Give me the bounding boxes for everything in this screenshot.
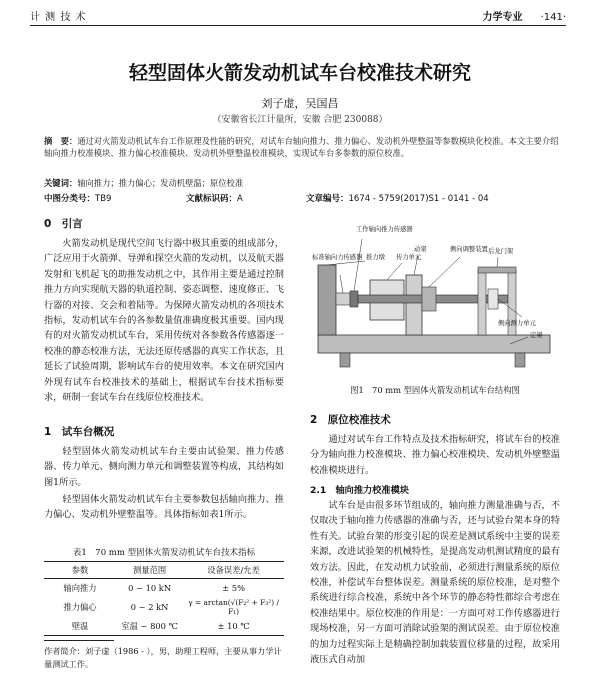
section-1-title: 1 试车台概况 [44,426,115,438]
label-std-sensor: 标准轴向力传感器 [312,254,363,261]
abstract [44,135,560,159]
foot [340,353,350,367]
footnote-rule [44,640,114,641]
lateral-force-unit [488,289,498,309]
label-thrust-block: 推力墩 [366,254,385,261]
affiliation: （安徽省长江计量所，安徽 合肥 230088） [212,115,388,125]
label-engine-frame: 动架 [414,246,427,253]
label-fixed-frame: 定架 [530,332,543,339]
clc-number: 中图分类号：TB9 [44,194,112,204]
table-header-cell: 参数 [44,562,116,579]
figure-caption: 图1 70 mm 型固体火箭发动机试车台结构图 [350,385,520,395]
label-rear-gate: 后龙门架 [488,248,514,255]
keywords-label: 关键词： [44,178,78,188]
label-lateral-unit: 侧向测力单元 [498,320,536,327]
table-row [44,579,284,598]
table-row [44,598,284,617]
keywords-text: 轴向推力；推力偏心；发动机壁温；原位校准 [77,178,244,188]
table-header-cell: 测量范围 [116,562,183,579]
test-stand-diagram [310,225,560,375]
thrust-block [318,265,336,335]
moving-frame-post [406,275,422,335]
section-2-title: 2 原位校准技术 [310,414,391,426]
table-cell: 0 ~ 2 kN [130,602,169,612]
table-cell: 推力偏心 [63,602,97,612]
table-row [44,617,284,636]
paper-title: 轻型固体火箭发动机试车台校准技术研究 [128,62,471,84]
journal-name: 计 测 技 术 [30,12,87,23]
section-2-1-title: 2.1 轴向推力校准模块 [310,485,409,496]
foot [515,353,525,367]
keywords [44,177,560,189]
abstract-text: 通过对火箭发动机试车台工作原理及性能的研究，对试车台轴向推力、推力偏心、发动机外壁整温等参数模块化校准。本文主要介绍轴向推力校准模块、推力偏心校准模块、发动机外壁整温校准模块，实现试车台多参数的原位校准。 [44,136,559,159]
table-cell: ± 5% [222,583,245,594]
s2-paragraph: 通过对试车台工作特点及技术指标研究，将试车台的校准分为轴向推力校准模块、推力偏心校准模块、发动机外壁整温校准模块进行。 [310,434,560,476]
working-sensor [350,291,358,307]
label-lateral-adj: 侧向调整装置 [450,246,488,253]
abstract-label: 摘 要： [44,136,78,146]
table-cell: γ = arctan(√(F₂² + F₃²) / F₁) [188,598,279,616]
section-intro-title: 0 引言 [44,218,83,230]
figure-1 [310,225,560,375]
fixed-frame-base [318,335,550,353]
lateral-adjust-device [422,287,436,311]
table-cell: ± 10 ℃ [183,617,284,636]
table-caption: 表1 70 mm 型固体火箭发动机试车台技术指标 [72,548,256,558]
header-right [483,8,566,23]
page-number: ·141· [540,12,566,23]
table-cell: 室温 ~ 800 ℃ [116,617,183,636]
running-header [30,8,566,24]
authors: 刘子虚，吴国昌 [261,97,339,110]
intro-paragraph: 火箭发动机是现代空间飞行器中极其重要的组成部分，广泛应用于火箭弹、导弹和探空火箭的发动机，以及航天器发射和飞机起飞的助推发动机之中，其作用主要是通过控制推力方向实现航天器的轨道控制、姿态调整、速度修正、飞行器的对接、交会和着陆等。为保障火箭发动机的各项技术指标，发动机试车台的各参数量值准确度极其重要。国内现有的对火箭发动机试车台，采用传统对各参数各传感器逐一校准的静态校准方法，无法还原传感器的真实工作状态，且延长了试验周期，影响试车台的使用效率。本文在研究国内外现有试车台校准技术的基础上，根据试车台技术指标要求，研制一套试车台在线原位校准技术。 [44,238,284,404]
header-rule [30,25,566,26]
label-transfer: 传力单元 [396,254,422,261]
author-footnote: 作者简介：刘子虚（1986 - ），男，助理工程师，主要从事力学计量测试工作。 [44,646,282,669]
document-code: 文献标识码：A [186,194,243,204]
standard-sensor [336,293,350,305]
rear-gantry-left [478,270,486,335]
section-name: 力学专业 [482,12,523,23]
table-cell: 轴向推力 [63,583,97,594]
rear-gantry-top [478,267,516,273]
table-header-row [44,562,284,579]
spec-table [44,561,284,636]
table-cell: 壁温 [44,617,116,636]
label-axial-sensor: 工作轴向推力传感器 [356,226,413,233]
s1-paragraph-2: 轻型固体火箭发动机试车台主要参数包括轴向推力、推力偏心、发动机外壁整温等。具体指标如表1所示。 [44,494,284,521]
s1-paragraph-1: 轻型固体火箭发动机试车台主要由试验架、推力传感器、传力单元、侧向测力单元和调整装置等构成，其结构如图1所示。 [44,446,284,488]
s2-1-paragraph: 试车台是由很多环节组成的，轴向推力测量准确与否，不仅取决于轴向推力传感器的准确与否，还与试验台架本身的特性有关。试验台架的形变引起的误差是测试系统中主要的误差来源，改进试验架的机械特性，是提高发动机测试精度的最有效方法。因此，在发动机力试验前，必须进行测量系统的原位校准，补偿试车台整体误差。测量系统的原位校准，是对整个系统进行综合校准，系统中各个环节的静态特性都综合考虑在校准结果中。原位校准的作用是：一方面可对工作传感器进行现场校准，另一方面可消除试验架的测试误差。由于原位校准的加力过程实际上是精确控制加载装置位移量的过程，故采用液压式自动加 [310,500,560,666]
table-header-cell: 设备误差/允差 [183,562,284,579]
article-number: 文章编号：1674 - 5759(2017)S1 - 0141 - 04 [306,194,489,204]
table-cell: 0 ~ 10 kN [128,583,172,594]
